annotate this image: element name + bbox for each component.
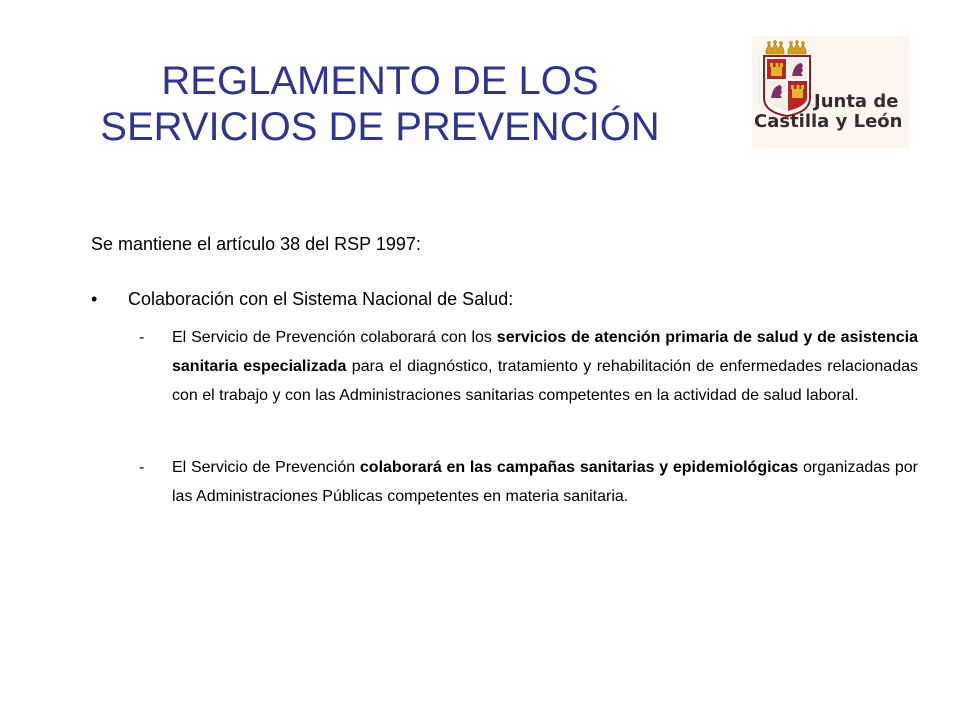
slide-title-line-1: REGLAMENTO DE LOS (161, 59, 599, 103)
paragraph-text: El Servicio de Prevención colaborará con los (172, 329, 497, 346)
paragraph-dash: - (139, 329, 145, 346)
logo-wordmark (754, 91, 903, 132)
bullet-dot: • (91, 289, 98, 309)
logo-text-line-2: Castilla y León (754, 111, 903, 132)
bullet-item (91, 287, 921, 311)
paragraph-bold-text: servicios de atención primaria de salud y de asistencia sanitaria especializada (172, 329, 918, 375)
paragraph-campanas-sanitarias (139, 453, 919, 511)
slide-title (60, 58, 700, 150)
paragraph-text: para el diagnóstico, tratamiento y rehabilitación de enfermedades relacionadas con el trabajo y con las Administraciones sanitarias competentes en la actividad de salud laboral. (172, 358, 918, 404)
bullet-text: Colaboración con el Sistema Nacional de Salud: (128, 289, 514, 309)
paragraph-text: El Servicio de Prevención (172, 459, 360, 476)
logo-text-line-1: Junta de (814, 91, 899, 112)
slide-body (91, 232, 921, 511)
junta-castilla-leon-logo (752, 36, 910, 148)
paragraph-atencion-primaria (139, 323, 918, 410)
paragraph-bold-text: colaborará en las campañas sanitarias y epidemiológicas (359, 459, 799, 476)
slide-title-line-2: SERVICIOS DE PREVENCIÓN (100, 105, 660, 149)
paragraph-text: organizadas por las Administraciones Públicas competentes en materia sanitaria. (172, 459, 919, 505)
intro-text: Se mantiene el artículo 38 del RSP 1997: (91, 234, 421, 254)
paragraph-dash: - (139, 459, 145, 476)
